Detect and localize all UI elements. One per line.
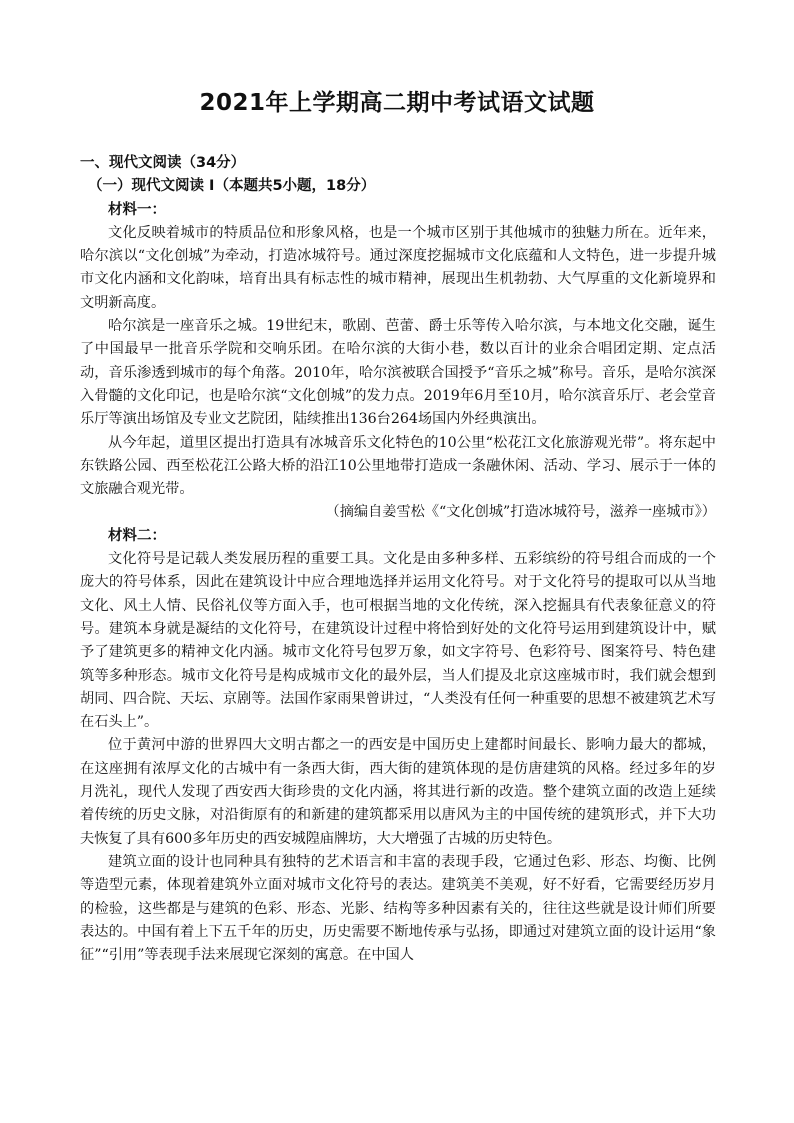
material-two-paragraph: 文化符号是记载人类发展历程的重要工具。文化是由多种多样、五彩缤纷的符号组合而成的一个庞大的符号体系，因此在建筑设计中应合理地选择并运用文化符号。对于文化符号的提取可以从当地文化、风土人情、民俗礼仪等方面入手，也可根据当地的文化传统，深入挖掘具有代表象征意义的符号。建筑本身就是凝结的文化符号，在建筑设计过程中将恰到好处的文化符号运用到建筑设计中，赋予了建筑更多的精神文化内涵。城市文化符号包罗万象，如文字符号、色彩符号、图案符号、特色建筑等多种形态。城市文化符号是构成城市文化的最外层，当人们提及北京这座城市时，我们就会想到胡同、四合院、天坛、京剧等。法国作家雨果曾讲过，“人类没有任何一种重要的思想不被建筑艺术写在石头上”。	[80, 551, 716, 731]
material-one-source: （摘编自姜雪松《“文化创城”打造冰城符号，滋养一座城市》）	[325, 504, 716, 521]
material-one-label: 材料一：	[108, 201, 166, 218]
page-title: 2021年上学期高二期中考试语文试题	[199, 90, 595, 116]
material-two-label: 材料二：	[108, 527, 166, 544]
material-one-paragraph: 文化反映着城市的特质品位和形象风格，也是一个城市区别于其他城市的独魅力所在。近年来，哈尔滨以“文化创城”为牵动，打造冰城符号。通过深度挖掘城市文化底蕴和人文特色，进一步提升城市文化内涵和文化韵味，培育出具有标志性的城市精神，展现出生机勃勃、大气厚重的文化新境界和文明新高度。	[80, 224, 716, 311]
material-one-paragraph: 从今年起，道里区提出打造具有冰城音乐文化特色的10公里“松花江文化旅游观光带”。将东起中东铁路公园、西至松花江公路大桥的沿江10公里地带打造成一条融休闲、活动、学习、展示于一体的文旅融合观光带。	[80, 434, 716, 498]
subsection-heading: （一）现代文阅读 I（本题共5小题，18分）	[88, 178, 376, 195]
material-two-paragraph: 位于黄河中游的世界四大文明古都之一的西安是中国历史上建都时间最长、影响力最大的都城，在这座拥有浓厚文化的古城中有一条西大街，西大街的建筑体现的是仿唐建筑的风格。经过多年的岁月洗礼，现代人发现了西安西大街珍贵的文化内涵，将其进行新的改造。整个建筑立面的改造上延续着传统的历史文脉，对沿街原有的和新建的建筑都采用以唐风为主的中国传统的建筑形式，并下大功夫恢复了具有600多年历史的西安城隍庙牌坊，大大增强了古城的历史特色。	[80, 737, 716, 847]
material-one-paragraph: 哈尔滨是一座音乐之城。19世纪末，歌剧、芭蕾、爵士乐等传入哈尔滨，与本地文化交融，诞生了中国最早一批音乐学院和交响乐团。在哈尔滨的大街小巷，数以百计的业余合唱团定期、定点活动，音乐渗透到城市的每个角落。2010年，哈尔滨被联合国授予“音乐之城”称号。音乐，是哈尔滨深入骨髓的文化印记，也是哈尔滨“文化创城”的发力点。2019年6月至10月，哈尔滨音乐厅、老会堂音乐厅等演出场馆及专业文艺院团，陆续推出136台264场国内外经典演出。	[80, 318, 716, 428]
material-two-paragraph: 建筑立面的设计也同种具有独特的艺术语言和丰富的表现手段，它通过色彩、形态、均衡、比例等造型元素，体现着建筑外立面对城市文化符号的表达。建筑美不美观，好不好看，它需要经历岁月的检验，这些都是与建筑的色彩、形态、光影、结构等多种因素有关的，往往这些就是设计师们所要表达的。中国有着上下五千年的历史，历史需要不断地传承与弘扬，即通过对建筑立面的设计运用“象征”“引用”等表现手法来展现它深刻的寓意。在中国人	[80, 853, 716, 964]
document-body	[80, 152, 716, 967]
section-heading: 一、现代文阅读（34分）	[80, 155, 246, 171]
